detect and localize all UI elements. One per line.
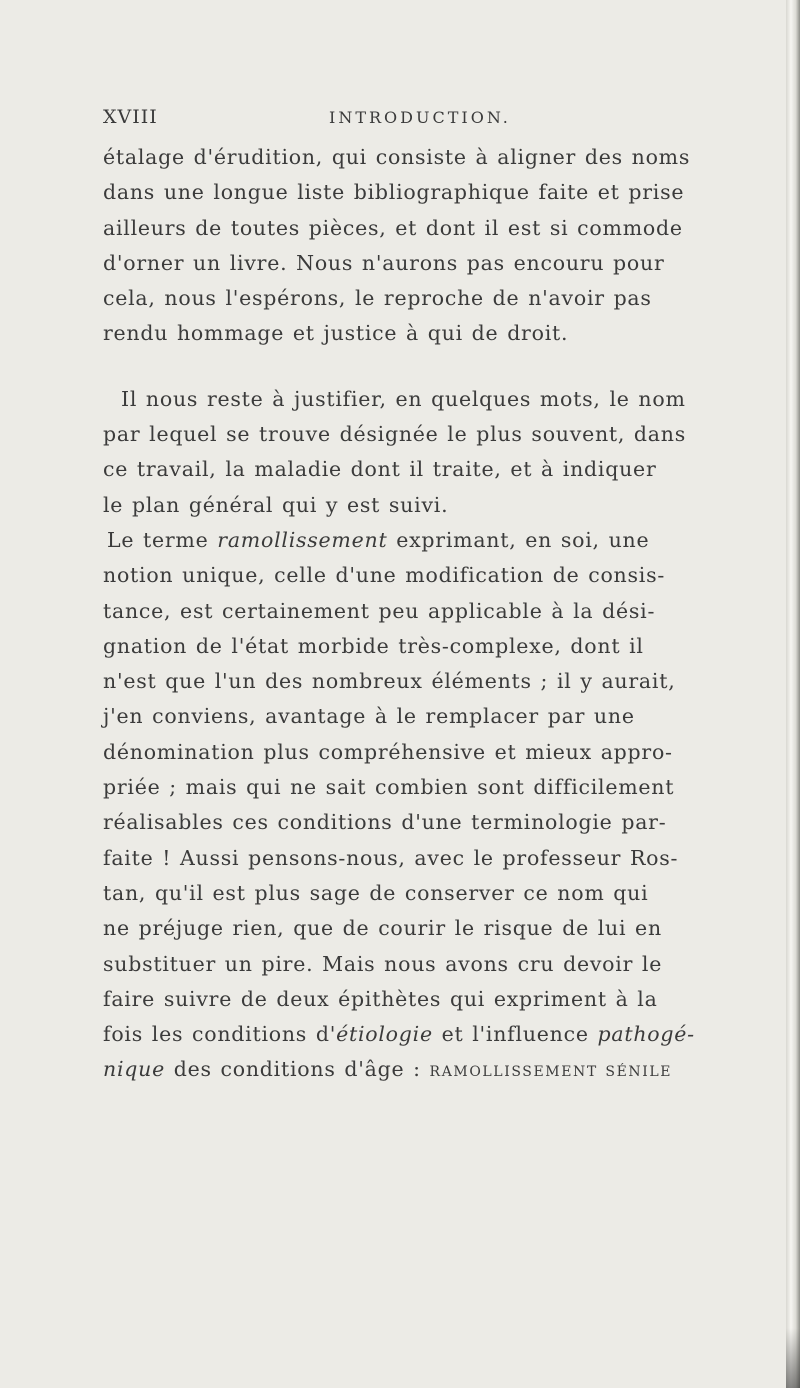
text-line: le plan général qui y est suivi. [103, 492, 449, 517]
page-edge [786, 0, 800, 1388]
text-line: ce travail, la maladie dont il traite, et à indiquer [103, 457, 657, 482]
text-line: Il nous reste à justifier, en quelques mots, le nom [121, 386, 686, 411]
page-header [103, 104, 743, 138]
text-line [103, 523, 763, 558]
page-number: XVIII [103, 106, 158, 128]
text-line: ailleurs de toutes pièces, et dont il est si commode [103, 215, 683, 240]
italic-term: ramollissement [217, 527, 388, 552]
text-line: par lequel se trouve désignée le plus souvent, dans [103, 422, 686, 447]
paragraph-2 [103, 382, 763, 523]
text-run: fois les conditions d' [103, 1022, 337, 1047]
text-run: et l'influence [432, 1022, 598, 1047]
text-line: dans une longue liste bibliographique faite et prise [103, 180, 685, 205]
text-run: des conditions d'âge : [164, 1057, 430, 1082]
paragraph-3 [103, 523, 763, 1088]
text-line: d'orner un livre. Nous n'aurons pas encouru pour [103, 250, 665, 275]
italic-term: étiologie [336, 1022, 433, 1047]
text-line: gnation de l'état morbide très-complexe, dont il [103, 633, 644, 658]
text-line: notion unique, celle d'une modification de consis- [103, 563, 666, 588]
text-line: priée ; mais qui ne sait combien sont difficilement [103, 775, 675, 800]
text-line: étalage d'érudition, qui consiste à aligner des noms [103, 145, 691, 169]
small-caps-term: RAMOLLISSEMENT SÉNILE [429, 1064, 673, 1081]
text-line: réalisables ces conditions d'une terminologie par- [103, 810, 667, 835]
text-line: cela, nous l'espérons, le reproche de n'avoir pas [103, 286, 652, 311]
page-edge-shadow [786, 1328, 800, 1388]
text-line: substituer un pire. Mais nous avons cru devoir le [103, 951, 663, 976]
text-line: faire suivre de deux épithètes qui expriment à la [103, 986, 658, 1011]
text-run: exprimant, en soi, une [387, 527, 650, 552]
text-line [103, 1052, 763, 1087]
text-line: faite ! Aussi pensons-nous, avec le professeur Ros- [103, 845, 679, 870]
text-line: j'en conviens, avantage à le remplacer par une [103, 704, 635, 729]
running-title: INTRODUCTION. [329, 108, 511, 127]
paragraph-1 [103, 140, 763, 352]
text-run: Le terme [107, 527, 218, 552]
body-text [103, 140, 763, 1088]
italic-term: nique [103, 1057, 165, 1082]
text-line: n'est que l'un des nombreux éléments ; il y aurait, [103, 669, 676, 694]
text-line: rendu hommage et justice à qui de droit. [103, 321, 569, 346]
paragraph-gap [103, 352, 763, 382]
italic-term: pathogé- [597, 1022, 695, 1047]
text-line: ne préjuge rien, que de courir le risque de lui en [103, 916, 662, 941]
text-line [103, 1017, 763, 1052]
text-line: tance, est certainement peu applicable à la dési- [103, 598, 656, 623]
text-line: tan, qu'il est plus sage de conserver ce nom qui [103, 880, 649, 905]
text-line: dénomination plus compréhensive et mieux appro- [103, 739, 673, 764]
